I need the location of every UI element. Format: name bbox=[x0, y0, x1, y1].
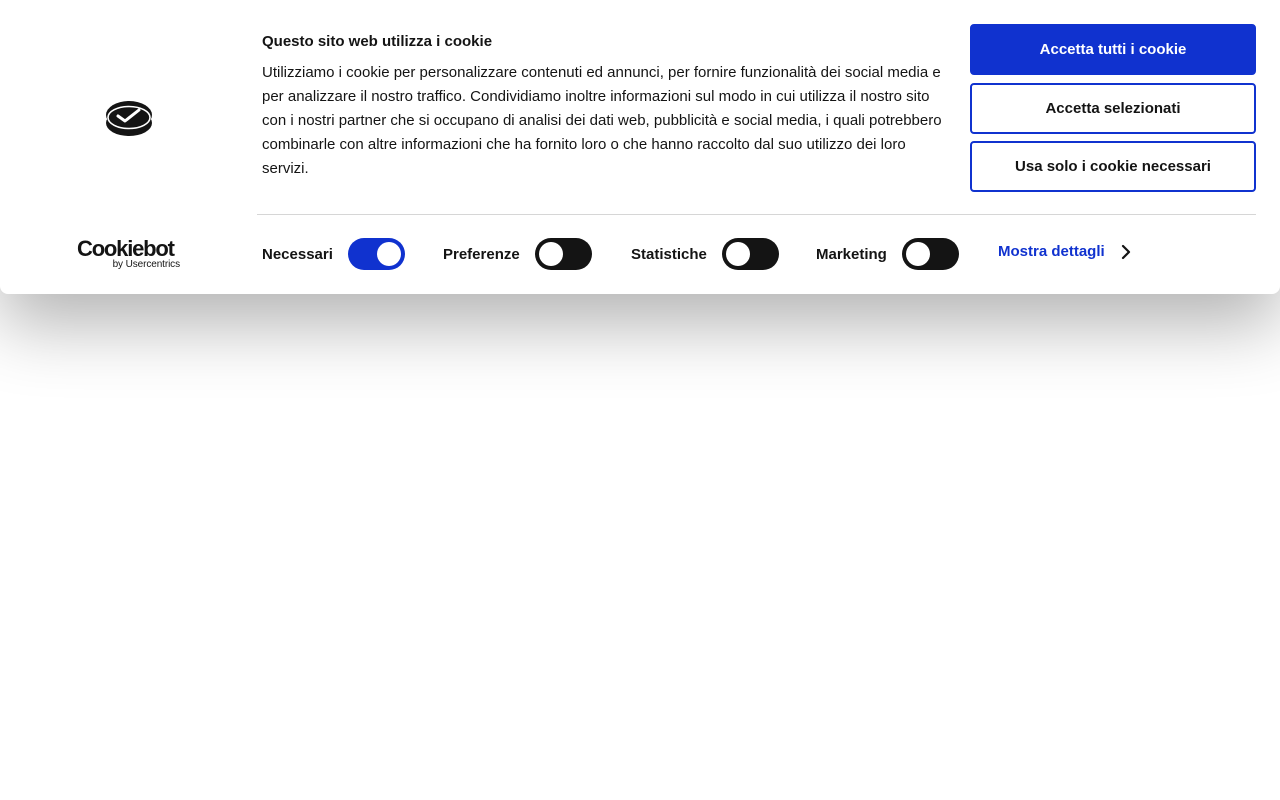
logo-area bbox=[0, 0, 257, 294]
accept-selected-button[interactable]: Accetta selezionati bbox=[970, 83, 1256, 134]
toggle-label: Necessari bbox=[262, 245, 333, 263]
brand-name: Cookiebot bbox=[77, 236, 174, 261]
toggle-label: Marketing bbox=[816, 245, 887, 263]
marketing-switch[interactable] bbox=[902, 238, 959, 270]
toggle-necessari bbox=[262, 237, 405, 271]
switch-knob bbox=[726, 242, 750, 266]
preferenze-switch[interactable] bbox=[535, 238, 592, 270]
brand-sub: by Usercentrics bbox=[112, 259, 180, 270]
show-details-label: Mostra dettagli bbox=[998, 243, 1105, 260]
toggle-preferenze bbox=[443, 237, 592, 271]
toggle-statistiche bbox=[631, 237, 779, 271]
toggle-marketing bbox=[816, 237, 959, 271]
switch-knob bbox=[539, 242, 563, 266]
accept-all-button[interactable]: Accetta tutti i cookie bbox=[970, 24, 1256, 75]
show-details-link[interactable] bbox=[998, 243, 1131, 260]
cookiebot-check-icon bbox=[105, 99, 153, 137]
toggle-label: Statistiche bbox=[631, 245, 707, 263]
banner-description: Utilizziamo i cookie per personalizzare contenuti ed annunci, per fornire funzionalità dei social media e per analizzare il nostro traffico. Condividiamo inoltre informazioni sul modo in cui utilizza il nostro sito con i nostri partner che si occupano di analisi dei dati web, pubblicità e social media, i quali potrebbero combinarle con altre informazioni che ha fornito loro o che hanno raccolto dal suo utilizzo dei loro servizi. bbox=[262, 64, 942, 177]
statistiche-switch[interactable] bbox=[722, 238, 779, 270]
necessary-only-button[interactable]: Usa solo i cookie necessari bbox=[970, 141, 1256, 192]
chevron-right-icon bbox=[1121, 244, 1131, 260]
banner-title: Questo sito web utilizza i cookie bbox=[262, 33, 493, 50]
switch-knob bbox=[377, 242, 401, 266]
switch-knob bbox=[906, 242, 930, 266]
cookie-consent-banner bbox=[0, 0, 1280, 294]
toggle-label: Preferenze bbox=[443, 245, 520, 263]
necessari-switch[interactable] bbox=[348, 238, 405, 270]
divider bbox=[257, 214, 1256, 215]
cookiebot-logo bbox=[77, 238, 181, 272]
